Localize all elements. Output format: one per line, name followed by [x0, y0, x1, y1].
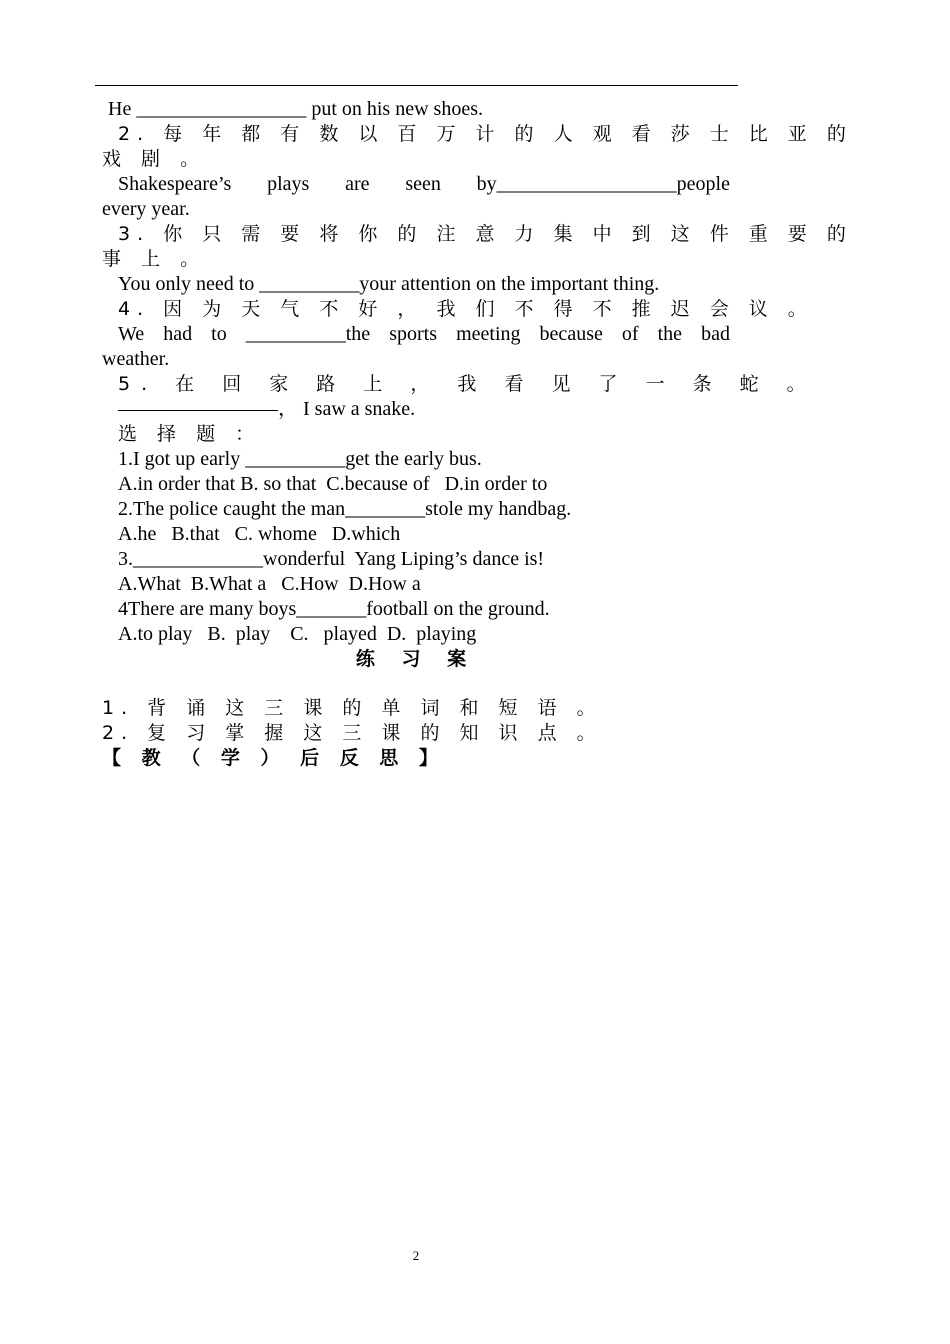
question-2-options: A.he B.that C. whome D.which	[118, 523, 401, 545]
question-4: 4There are many boys_______football on the ground.	[118, 598, 550, 620]
question-2: 2.The police caught the man________stole my handbag.	[118, 498, 572, 520]
translation-item-3-chinese: 3. 你 只 需 要 将 你 的 注 意 力 集 中 到 这 件 重 要 的	[118, 223, 853, 245]
translation-item-2-english: Shakespeare’s plays are seen by__________________people	[118, 173, 730, 195]
translation-item-5-chinese: 5. 在 回 家 路 上 ， 我 看 见 了 一 条 蛇 。	[118, 373, 817, 395]
translation-item-4-english-cont: weather.	[102, 348, 170, 370]
translation-item-4-chinese: 4. 因 为 天 气 不 好 ， 我 们 不 得 不 推 迟 会 议 。	[118, 298, 814, 320]
translation-item-2-chinese: 2. 每 年 都 有 数 以 百 万 计 的 人 观 看 莎 士 比 亚 的	[118, 123, 853, 145]
translation-item-4-english: We had to __________the sports meeting because of the bad	[118, 323, 730, 345]
question-3: 3._____________wonderful Yang Liping’s dance is!	[118, 548, 545, 570]
translation-item-2-chinese-cont: 戏 剧 。	[102, 148, 207, 170]
header-rule	[95, 85, 738, 86]
translation-item-3-english: You only need to __________your attention on the important thing.	[118, 273, 660, 295]
reflection-heading: 【 教 （ 学 ） 后 反 思 】	[102, 747, 445, 769]
translation-item-5-english: ————————， I saw a snake.	[118, 398, 416, 420]
question-4-options: A.to play B. play C. played D. playing	[118, 623, 477, 645]
sentence-1-blank: He _________________ put on his new shoes.	[108, 98, 483, 120]
multiple-choice-heading: 选 择 题 ：	[118, 423, 262, 445]
translation-item-2-english-cont: every year.	[102, 198, 190, 220]
practice-item-2: 2. 复 习 掌 握 这 三 课 的 知 识 点 。	[102, 722, 603, 744]
question-3-options: A.What B.What a C.How D.How a	[118, 573, 421, 595]
practice-item-1: 1. 背 诵 这 三 课 的 单 词 和 短 语 。	[102, 697, 603, 719]
question-1-options: A.in order that B. so that C.because of D.in order to	[118, 473, 548, 495]
question-1: 1.I got up early __________get the early bus.	[118, 448, 482, 470]
spacer	[102, 672, 730, 696]
practice-heading: 练 习 案	[355, 648, 477, 670]
translation-item-3-chinese-cont: 事 上 。	[102, 248, 207, 270]
document-body	[102, 97, 853, 771]
page-number: 2	[412, 1248, 420, 1263]
